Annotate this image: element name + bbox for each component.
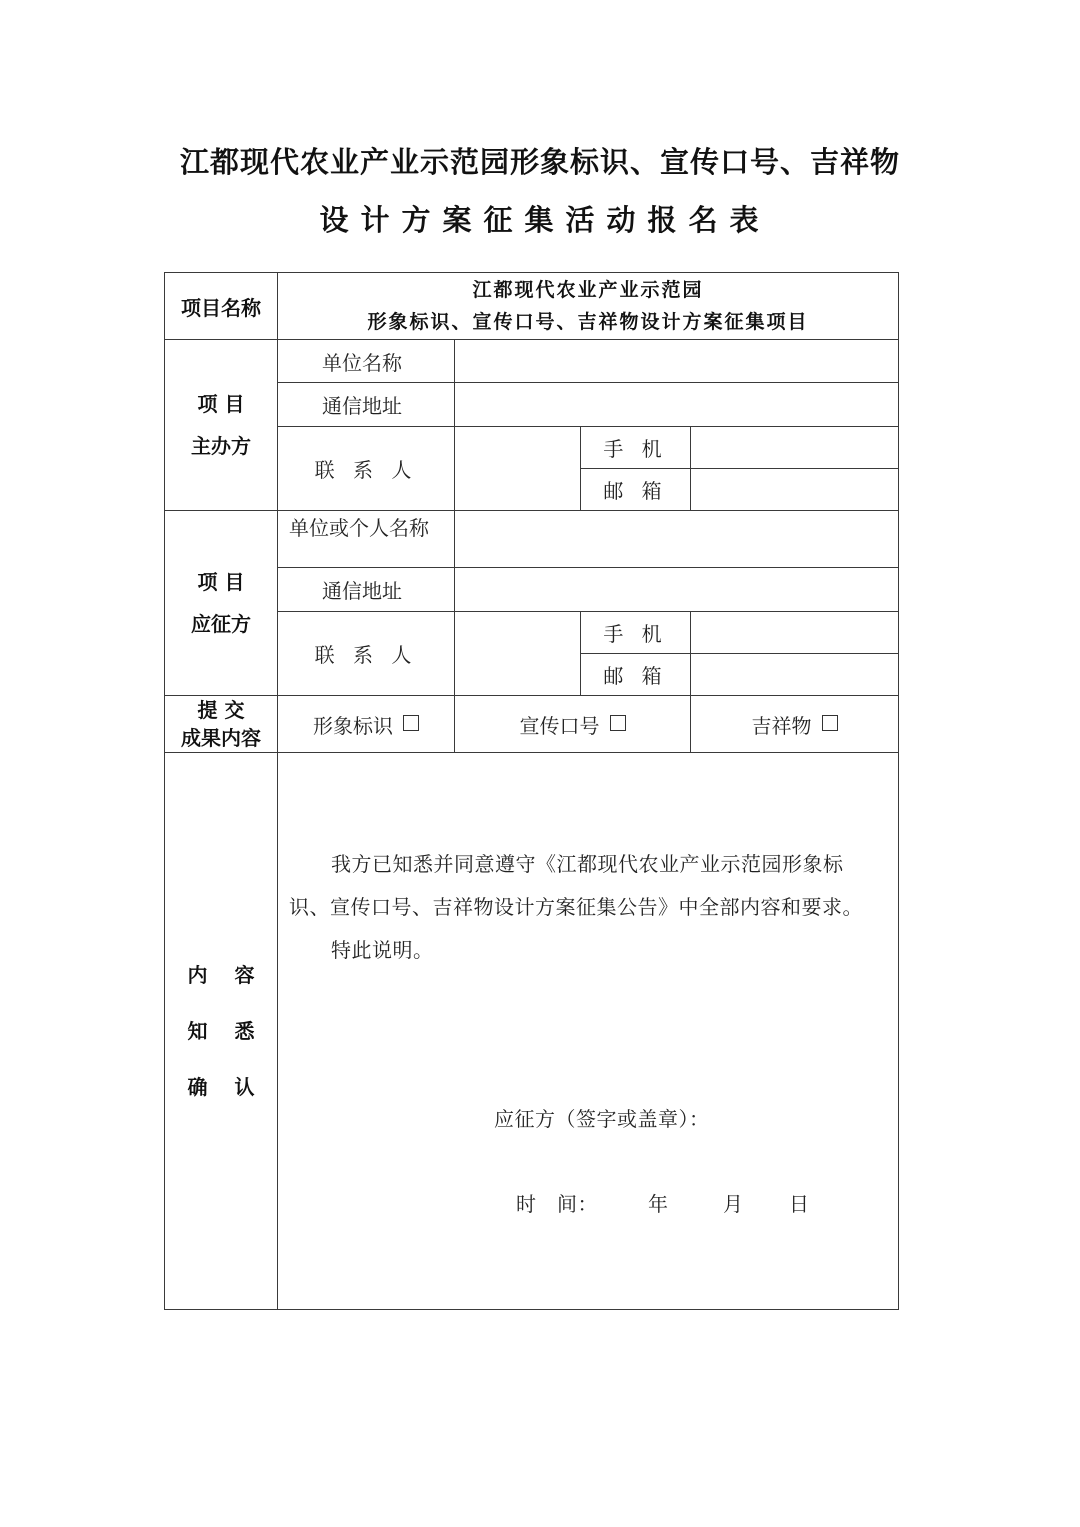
organizer-phone-label: 手 机 <box>603 437 668 461</box>
applicant-label <box>165 511 277 695</box>
applicant-contact-label: 联 系 人 <box>314 643 418 667</box>
confirmation-statement-line2: 识、宣传口号、吉祥物设计方案征集公告》中全部内容和要求。 <box>289 895 863 919</box>
month-label: 月 <box>723 1192 744 1216</box>
form-title-line2: 设计方案征集活动报名表 <box>319 203 771 237</box>
submission-option-mascot-label: 吉祥物 <box>751 713 812 738</box>
submission-option-slogan-label: 宣传口号 <box>519 713 600 738</box>
signature-label: 应征方（签字或盖章）： <box>494 1107 710 1131</box>
applicant-unit-name-field[interactable] <box>455 511 898 567</box>
organizer-address-field[interactable] <box>455 383 898 426</box>
table-border-bottom <box>164 1309 899 1310</box>
confirmation-statement-line1: 我方已知悉并同意遵守《江都现代农业产业示范园形象标 <box>331 852 844 876</box>
project-name-line1: 江都现代农业产业示范园 <box>472 279 704 301</box>
applicant-label-line1: 项 目 <box>197 570 245 594</box>
organizer-phone-field[interactable] <box>691 427 898 468</box>
submission-option-slogan[interactable] <box>455 696 690 752</box>
confirmation-label-line2: 知 悉 <box>187 1019 265 1043</box>
organizer-unit-name-label: 单位名称 <box>322 350 402 375</box>
submission-option-logo[interactable] <box>278 696 454 752</box>
organizer-contact-field[interactable] <box>455 427 580 510</box>
mascot-checkbox[interactable] <box>822 715 838 731</box>
confirmation-label-line3: 确 认 <box>187 1075 265 1099</box>
project-name-line2: 形象标识、宣传口号、吉祥物设计方案征集项目 <box>367 311 809 333</box>
applicant-email-label: 邮 箱 <box>603 664 668 688</box>
organizer-label-line2: 主办方 <box>191 434 251 458</box>
applicant-address-field[interactable] <box>455 568 898 611</box>
year-label: 年 <box>648 1192 669 1216</box>
organizer-address-label: 通信地址 <box>322 394 402 418</box>
organizer-unit-name-field[interactable] <box>455 340 898 382</box>
confirmation-statement-line3: 特此说明。 <box>331 938 434 962</box>
form-title-line1: 江都现代农业产业示范园形象标识、宣传口号、吉祥物 <box>179 145 900 179</box>
time-label: 时 间： <box>516 1192 598 1216</box>
submission-label <box>165 696 277 752</box>
confirmation-label <box>165 947 277 1115</box>
submission-label-line2: 成果内容 <box>181 726 261 750</box>
applicant-label-line2: 应征方 <box>191 612 251 636</box>
slogan-checkbox[interactable] <box>610 715 626 731</box>
applicant-contact-field[interactable] <box>455 612 580 695</box>
submission-label-line1: 提 交 <box>197 698 245 722</box>
organizer-contact-label: 联 系 人 <box>314 458 418 482</box>
logo-checkbox[interactable] <box>403 715 419 731</box>
applicant-unit-name-label: 单位或个人名称 <box>289 515 429 540</box>
applicant-phone-label: 手 机 <box>603 622 668 646</box>
organizer-label <box>165 340 277 510</box>
organizer-email-field[interactable] <box>691 469 898 510</box>
project-name-label: 项目名称 <box>181 295 261 320</box>
organizer-email-label: 邮 箱 <box>603 479 668 503</box>
signature-field[interactable] <box>720 1100 880 1130</box>
applicant-email-field[interactable] <box>691 654 898 695</box>
applicant-phone-field[interactable] <box>691 612 898 653</box>
table-border-right <box>898 272 899 1310</box>
table-rule <box>164 752 899 753</box>
confirmation-label-line1: 内 容 <box>187 963 265 987</box>
submission-option-logo-label: 形象标识 <box>313 713 393 738</box>
organizer-label-line1: 项 目 <box>197 392 245 416</box>
day-label: 日 <box>789 1192 810 1216</box>
submission-option-mascot[interactable] <box>691 696 898 752</box>
project-name-value <box>278 273 898 339</box>
applicant-address-label: 通信地址 <box>322 579 402 603</box>
